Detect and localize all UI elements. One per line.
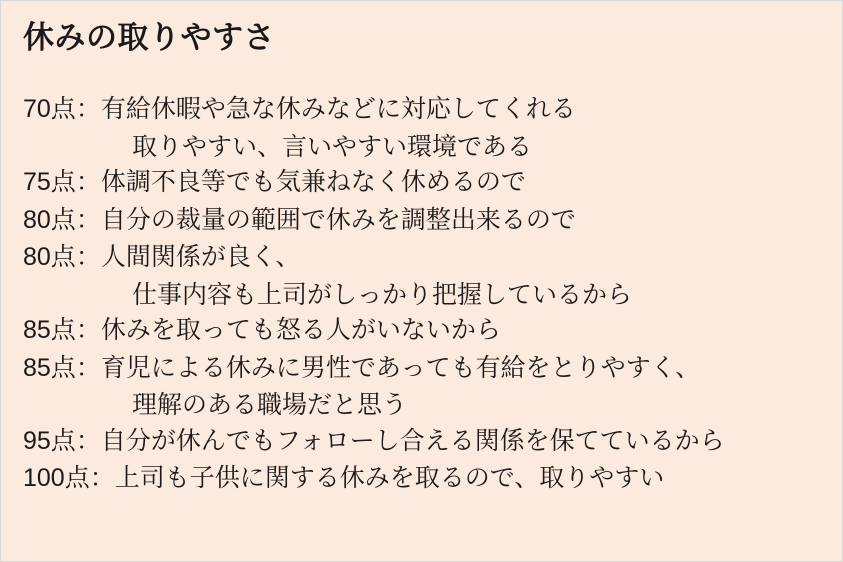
list-item xyxy=(23,461,820,497)
entry-score: 95点 xyxy=(23,426,76,455)
list-item xyxy=(23,424,820,460)
entry-text: 上司も子供に関する休みを取るので、取りやすい xyxy=(114,464,665,493)
entry-score: 80点 xyxy=(23,243,76,272)
entry-text-continued: 仕事内容も上司がしっかり把握しているから xyxy=(132,280,633,309)
list-item xyxy=(23,351,820,424)
entry-score: 80点 xyxy=(23,205,76,234)
entry-score: 100点 xyxy=(23,464,90,493)
entry-score: 85点 xyxy=(23,316,76,345)
entry-separator: ： xyxy=(75,353,101,382)
entry-text: 自分の裁量の範囲で休みを調整出来るので xyxy=(100,205,576,234)
entry-text: 人間関係が良く、 xyxy=(100,243,301,272)
entry-separator: ： xyxy=(89,464,115,493)
list-item xyxy=(23,203,820,239)
entry-text: 有給休暇や急な休みなどに対応してくれる xyxy=(100,95,576,124)
list-item xyxy=(23,92,820,165)
entry-separator: ： xyxy=(75,95,101,124)
entry-separator: ： xyxy=(75,205,101,234)
entry-text-continued: 理解のある職場だと思う xyxy=(132,391,408,420)
list-item xyxy=(23,240,820,313)
entry-text-continued: 取りやすい、言いやすい環境である xyxy=(132,132,533,161)
entry-separator: ： xyxy=(75,426,101,455)
entry-text: 育児による休みに男性であっても有給をとりやすく、 xyxy=(100,353,701,382)
entry-text: 体調不良等でも気兼ねなく休めるので xyxy=(100,168,526,197)
page-title: 休みの取りやすさ xyxy=(23,20,275,55)
entry-text: 自分が休んでもフォローし合える関係を保てているから xyxy=(100,426,725,455)
entry-score: 85点 xyxy=(23,353,76,382)
list-item xyxy=(23,313,820,349)
entry-separator: ： xyxy=(75,168,101,197)
entry-score: 75点 xyxy=(23,168,76,197)
entry-separator: ： xyxy=(75,316,101,345)
comment-list xyxy=(23,92,820,497)
entry-text: 休みを取っても怒る人がいないから xyxy=(100,316,501,345)
entry-score: 70点 xyxy=(23,95,76,124)
entry-separator: ： xyxy=(75,243,101,272)
list-item xyxy=(23,165,820,201)
